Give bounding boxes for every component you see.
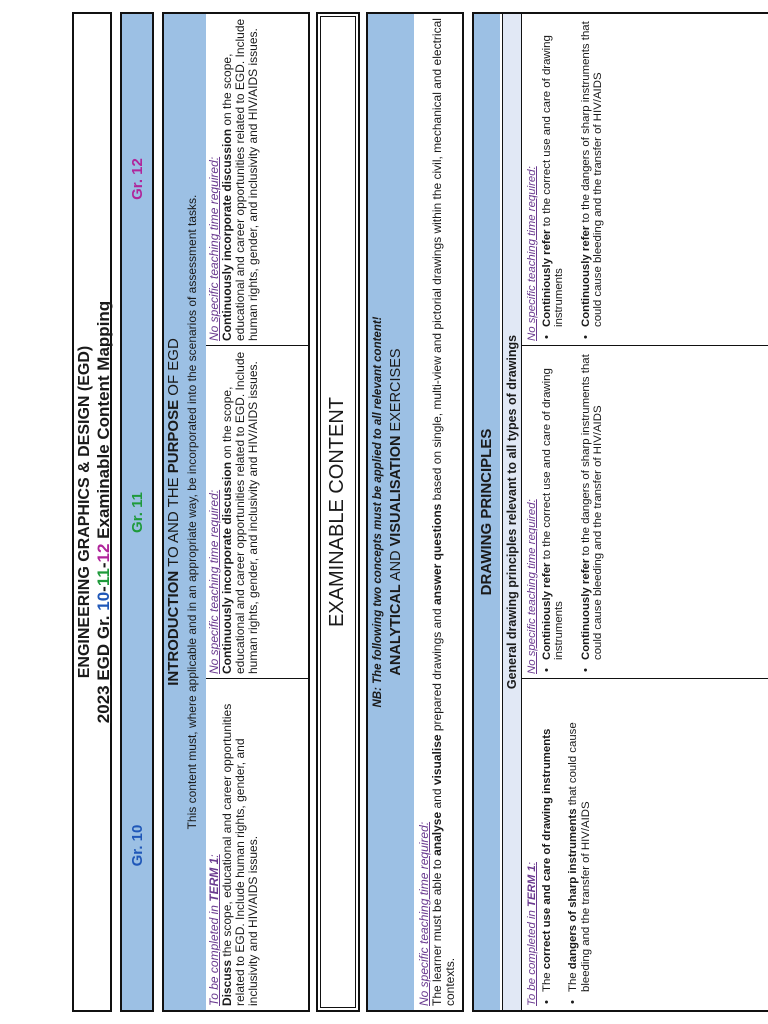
analytical-heading: ANALYTICAL AND VISUALISATION EXERCISES — [388, 348, 404, 676]
intro-g12-text: Continuously incorporate discussion on the scope, educational and career opportunities related to EGD. Include human rights, gender, and inclusivity and HIV/AIDS issues. — [220, 18, 260, 341]
doc-subtitle — [94, 12, 112, 1012]
analytical-nb: NB: The following two concepts must be applied to all relevant content! — [372, 316, 384, 708]
drawing-g11-note: No specific teaching time required: — [526, 499, 538, 674]
drawing-g11-cell — [526, 354, 605, 674]
intro-subtitle: This content must, where applicable and in an appropriate way, be incorporated into the scenarios of assessment tasks. — [185, 194, 199, 830]
sep-2: - — [94, 562, 113, 569]
grade-11-label: Gr. 11 — [128, 492, 146, 533]
drawing-subtitle: General drawing principles relevant to all types of drawings — [505, 334, 519, 690]
intro-divider-1 — [206, 678, 308, 679]
analytical-body — [418, 18, 457, 1006]
drawing-g12-cell — [526, 21, 605, 341]
drawing-g11-bullet-2: • Continuously refer to the dangers of sharp instruments that could cause bleeding and the transfer of HIV/AIDS — [580, 354, 605, 674]
grade-10-label: Gr. 10 — [128, 824, 146, 867]
intro-h-d: OF EGD — [165, 338, 182, 400]
year: 2023 — [94, 685, 113, 724]
intro-g11-cell — [208, 350, 260, 674]
doc-title: ENGINEERING GRAPHICS & DESIGN (EGD) — [76, 345, 93, 679]
intro-h-c: PURPOSE — [165, 399, 182, 474]
grade-12-token: 12 — [94, 543, 113, 563]
grade-12-label: Gr. 12 — [128, 158, 146, 200]
intro-g10-note: To be completed in TERM 1: — [207, 854, 221, 1006]
subtitle-suffix: Examinable Content Mapping — [94, 300, 113, 539]
drawing-g12-bullet-1: • Continiously refer to the correct use and care of drawing instruments — [541, 21, 566, 341]
intro-heading — [165, 14, 182, 1010]
intro-g12-cell — [208, 17, 260, 341]
intro-h-a: INTRODUCTION — [165, 570, 182, 686]
drawing-divider-2 — [522, 345, 768, 346]
sep-1: - — [94, 586, 113, 592]
analytical-text: The learner must be able to analyse and visualise prepared drawings and answer questions based on single, multi-view and pictorial drawings within the civil, mechanical and electrical contexts. — [430, 18, 457, 1006]
examinable-title: EXAMINABLE CONTENT — [326, 396, 348, 628]
intro-divider-2 — [206, 345, 308, 346]
drawing-g10-bullet-2: • The dangers of sharp instruments that could cause bleeding and the transfer of HIV/AIDS — [567, 688, 592, 1006]
intro-g11-text: Continuously incorporate discussion on the scope, educational and career opportunities related to EGD. Include human rights, gender, and inclusivity and HIV/AIDS issues. — [220, 351, 260, 674]
drawing-divider-1 — [522, 678, 768, 679]
grade-11-token: 11 — [94, 568, 113, 587]
drawing-g10-bullet-1: • The correct use and care of drawing instruments — [541, 688, 554, 1006]
intro-h-b: TO AND THE — [165, 473, 182, 571]
intro-g10-text: Discuss the scope, educational and career opportunities related to EGD. Include human rights, gender, and inclusivity and HIV/AIDS issues. — [220, 703, 260, 1006]
drawing-g12-note: No specific teaching time required: — [526, 166, 538, 341]
grade-10-token: 10 — [94, 591, 113, 611]
drawing-title: DRAWING PRINCIPLES — [478, 428, 495, 596]
drawing-g10-cell — [526, 688, 592, 1006]
prefix: EGD Gr. — [94, 615, 113, 681]
drawing-g11-bullet-1: • Continiously refer to the correct use and care of drawing instruments — [541, 354, 566, 674]
drawing-g10-note: To be completed in TERM 1: — [526, 862, 538, 1006]
intro-g10-cell — [208, 684, 260, 1006]
intro-g12-note: No specific teaching time required: — [207, 156, 221, 341]
intro-g11-note: No specific teaching time required: — [207, 489, 221, 674]
analytical-note: No specific teaching time required: — [417, 821, 431, 1006]
drawing-g12-bullet-2: • Continuously refer to the dangers of sharp instruments that could cause bleeding and the transfer of HIV/AIDS — [580, 21, 605, 341]
